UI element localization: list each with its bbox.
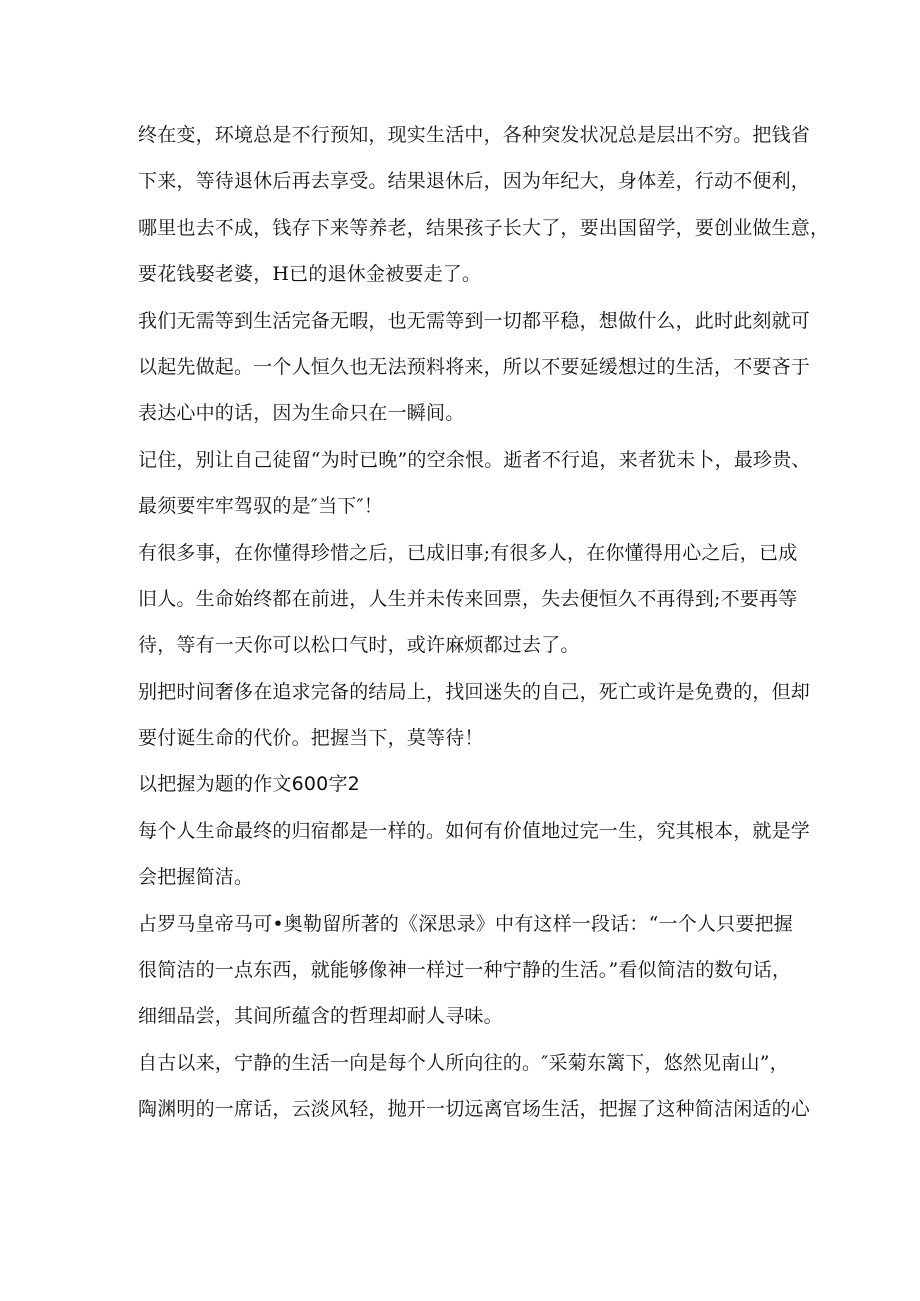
- text-line: 别把时间奢侈在追求完备的结局上，找回迷失的自己，死亡或许是免费的，但却: [138, 680, 811, 703]
- text-line: 下来，等待退休后再去享受。结果退休后，因为年纪大，身体差，行动不便利，: [138, 170, 811, 193]
- text-line: 待，等有一天你可以松口气时，或许麻烦都过去了。: [138, 634, 580, 657]
- document-body: [138, 112, 830, 1133]
- text-line: 终在变，环境总是不行预知，现实生活中，各种突发状况总是层出不穷。把钱省: [138, 124, 811, 146]
- text-line: 以起先做起。一个人恒久也无法预料将来，所以不要延缓想过的生活，不要吝于: [138, 355, 811, 378]
- text-line: 很简洁的一点东西，就能够像神一样过一种宁静的生活。”看似简洁的数句话，: [138, 959, 792, 982]
- text-line: 最须要牢牢驾驭的是″当下″！: [138, 495, 383, 518]
- text-line: 每个人生命最终的归宿都是一样的。如何有价值地过完一生，究其根本，就是学: [138, 819, 811, 842]
- text-line: 要花钱娶老婆，H已的退休金被要走了。: [138, 263, 482, 286]
- text-line: 我们无需等到生活完备无暇，也无需等到一切都平稳，想做什么，此时此刻就可: [138, 309, 811, 332]
- text-line: 细细品尝，其间所蕴含的哲理却耐人寻味。: [138, 1005, 503, 1028]
- text-line: 要付诞生命的代价。把握当下，莫等待！: [138, 727, 484, 750]
- text-line: 旧人。生命始终都在前进，人生并未传来回票，失去便恒久不再得到;不要再等: [138, 587, 798, 610]
- text-line: 哪里也去不成，钱存下来等养老，结果孩子长大了，要出国留学，要创业做生意，: [138, 216, 830, 239]
- text-line: 会把握简洁。: [138, 866, 254, 889]
- text-line: 表达心中的话，因为生命只在一瞬间。: [138, 402, 465, 425]
- section-heading: 以把握为题的作文600字2: [138, 773, 360, 796]
- text-line: 自古以来，宁静的生活一向是每个人所向往的。″采菊东篱下，悠然见南山”，: [138, 1051, 789, 1074]
- text-line: 记住，别让自己徒留“为时已晚”的空余恨。逝者不行追，来者犹未卜，最珍贵、: [138, 448, 811, 471]
- text-line: 占罗马皇帝马可•奥勒留所著的《深思录》中有这样一段话：“一个人只要把握: [138, 912, 793, 935]
- text-line: 陶渊明的一席话，云淡风轻，抛开一切远离官场生活，把握了这种简洁闲适的心: [138, 1098, 811, 1121]
- text-line: 有很多事，在你懂得珍惜之后，已成旧事;有很多人，在你懂得用心之后，已成: [138, 541, 798, 564]
